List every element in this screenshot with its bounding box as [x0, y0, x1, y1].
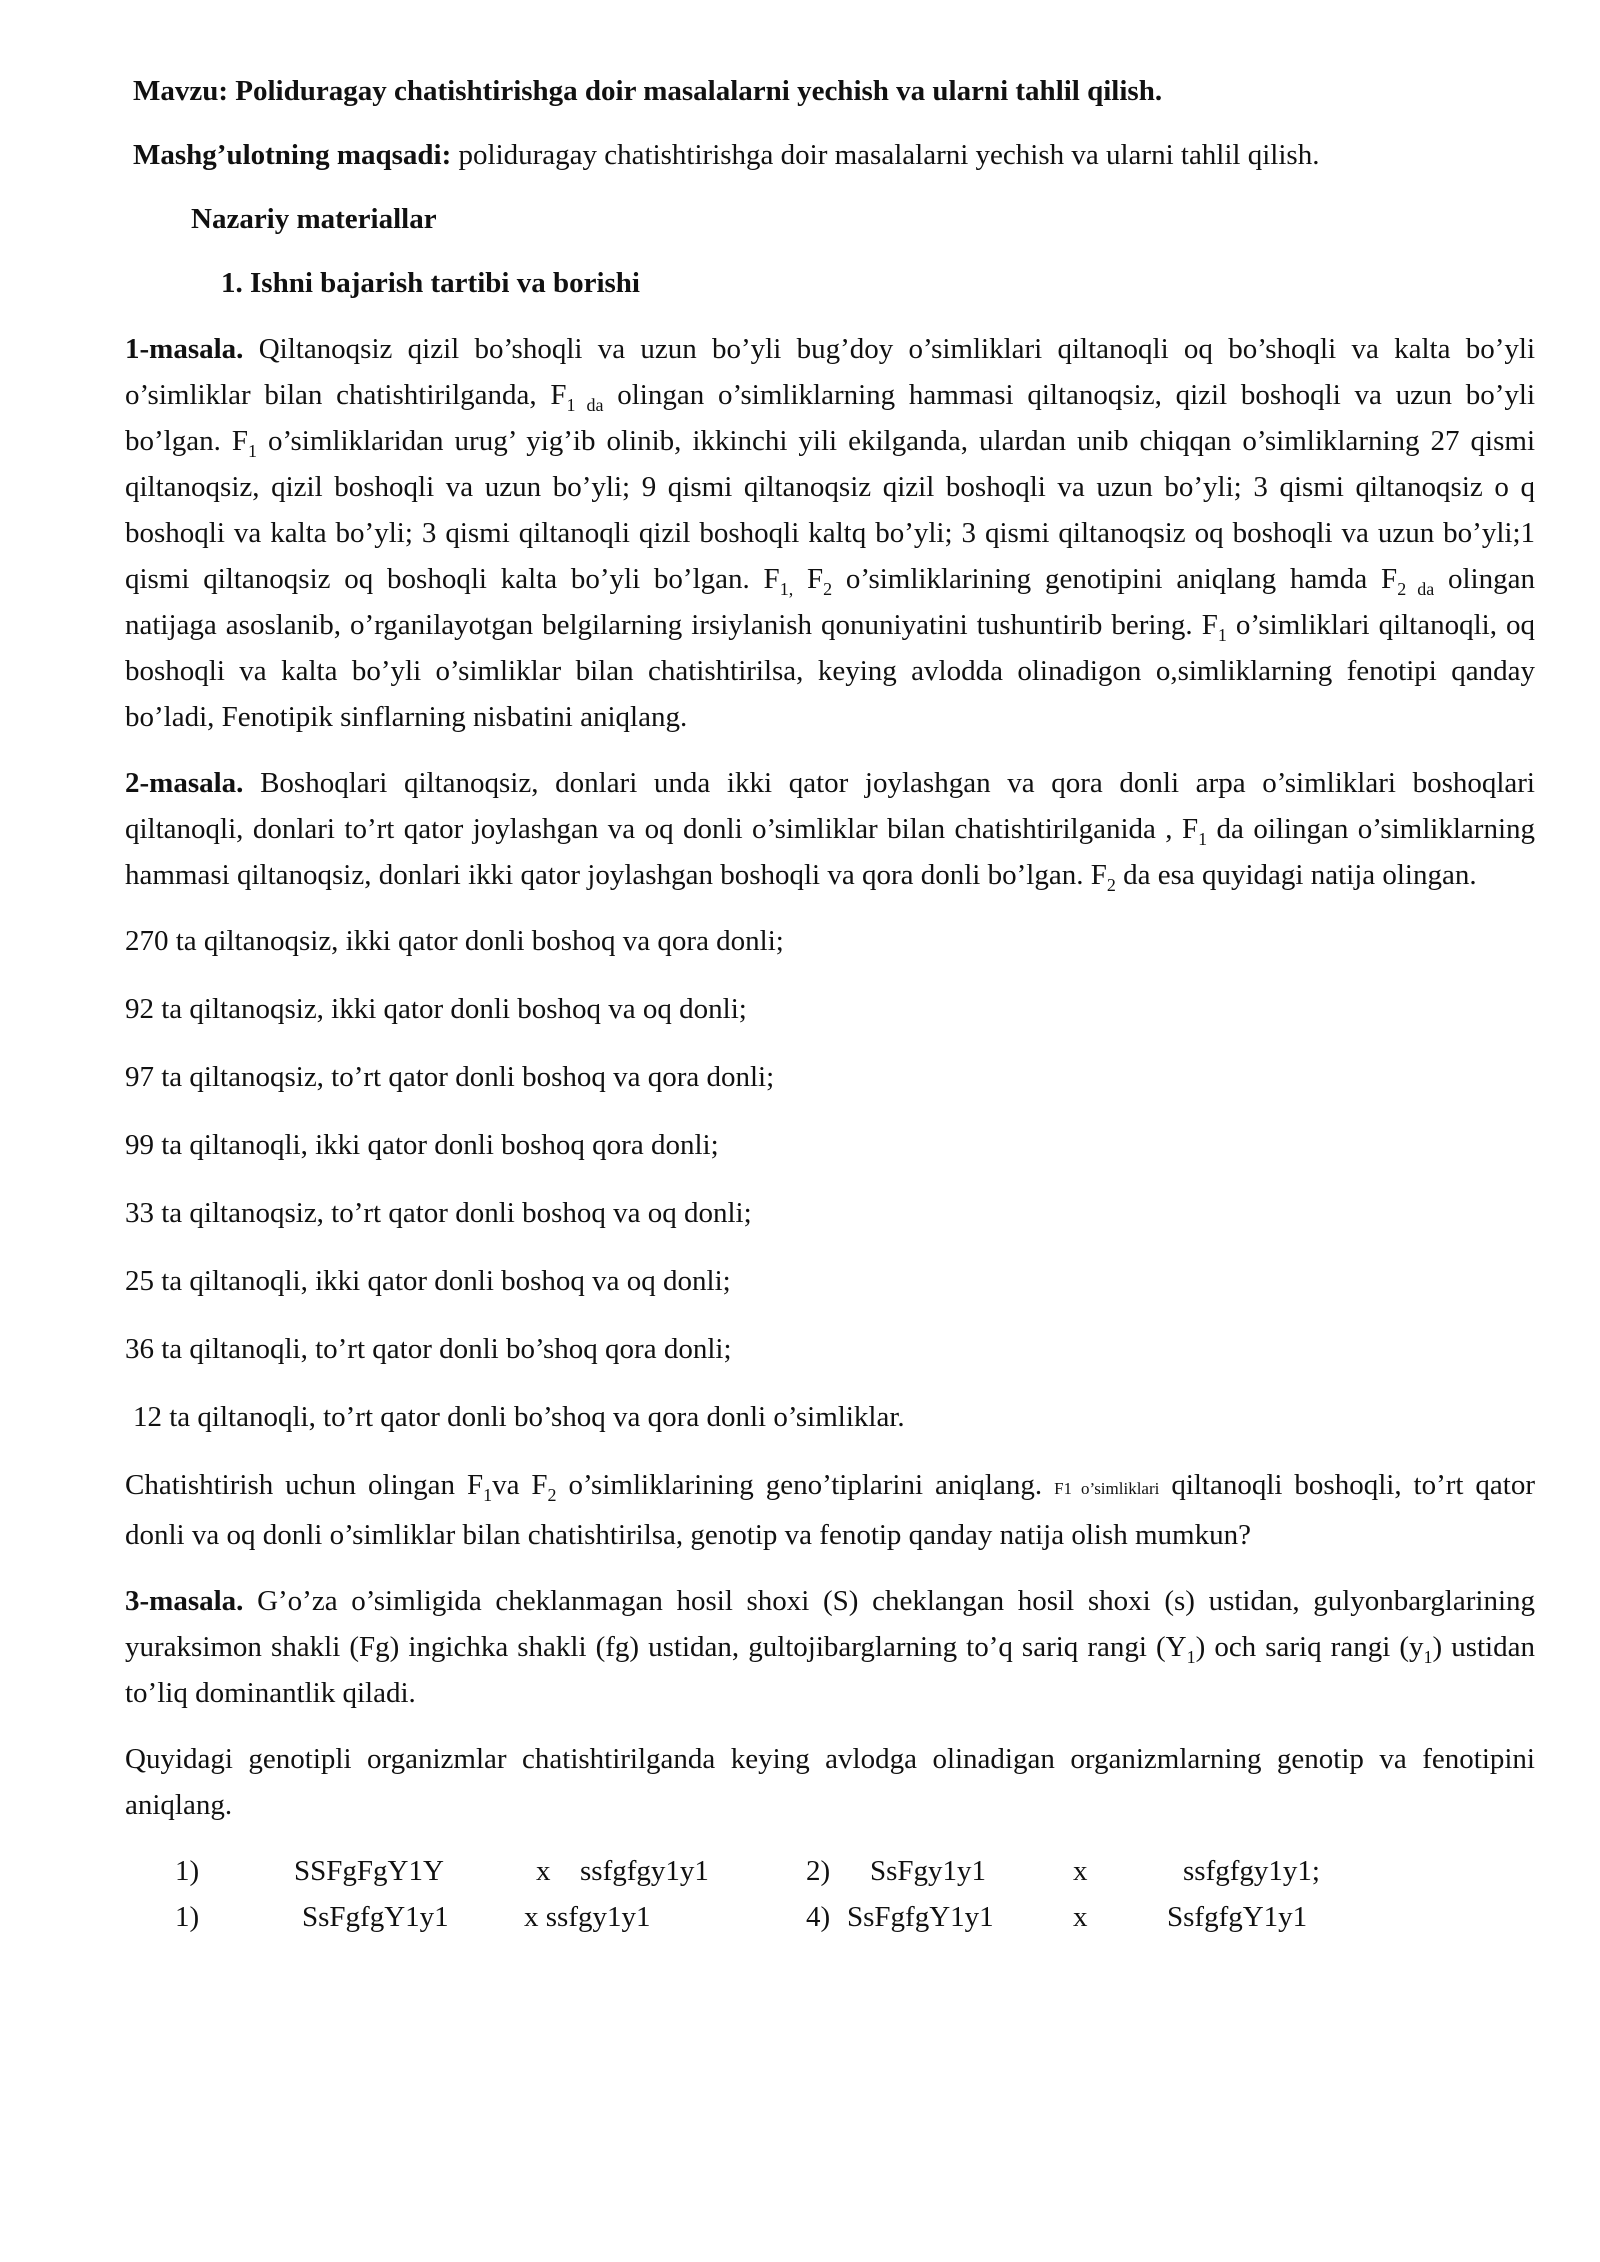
problem-3-label: 3-masala.	[125, 1585, 244, 1617]
problem-2-question: Chatishtirish uchun olingan $F_1va$ $F_2$ o’simliklarining geno’tiplarini aniqlang. F1 o’simliklari qiltanoqli boshoqli, to’rt qator donli va oq donli o’simliklar bilan chatishtirilsa, genotip va fenotip qanday natija olish mumkun?	[125, 1469, 1535, 1551]
cross-genotype: ssfgfgy1y1	[580, 1855, 709, 1887]
cross-number: 4)	[806, 1901, 831, 1933]
result-row: 33 ta qiltanoqsiz, to’rt qator donli boshoq va oq donli;	[125, 1197, 752, 1229]
result-row: 99 ta qiltanoqli, ikki qator donli boshoq qora donli;	[125, 1129, 719, 1161]
cross-number: 2)	[806, 1855, 831, 1887]
problem-2-label: 2-masala.	[125, 767, 244, 799]
cross-list	[125, 1848, 1535, 1940]
cross-row	[125, 1848, 1535, 1894]
problem-1: 1-masala. Qiltanoqsiz qizil bo’shoqli va uzun bo’yli bug’doy o’simliklari qiltanoqli oq bo’shoqli va kalta bo’yli o’simliklar bilan chatishtirilganda, $F_{1 da}$ olingan o’simliklarning hammasi qiltanoqsiz, qizil boshoqli va uzun bo’yli bo’lgan. $F_1$ o’simliklaridan urug’ yig’ib olinib, ikkinchi yili ekilganda, ulardan unib chiqqan o’simliklarning 27 qismi qiltanoqsiz, qizil boshoqli va uzun bo’yli; 9 qismi qiltanoqsiz qizil boshoqli va uzun bo’yli; 3 qismi qiltanoqsiz o q boshoqli va kalta bo’yli; 3 qismi qiltanoqli qizil boshoqli kaltq bo’yli; 3 qismi qiltanoqsiz oq boshoqli va uzun bo’yli;1 qismi qiltanoqsiz oq boshoqli kalta bo’yli bo’lgan. $F_{1,}$ $F_2$ o’simliklarining genotipini aniqlang hamda $F_{2 da}$ olingan natijaga asoslanib, o’rganilayotgan belgilarning irsiylanish qonuniyatini tushuntirib bering. $F_1$ o’simliklari qiltanoqli, oq boshoqli va kalta bo’yli o’simliklar bilan chatishtirilsa, keying avlodda olinadigon o,simliklarning fenotipi qanday bo’ladi, Fenotipik sinflarning nisbatini aniqlang.	[125, 333, 1536, 733]
cross-genotype: ssfgfgy1y1;	[1183, 1855, 1320, 1887]
goal-text: poliduragay chatishtirishga doir masalalarni yechish va ularni tahlil qilish.	[451, 139, 1320, 171]
cross-row	[125, 1894, 1535, 1940]
result-row: 270 ta qiltanoqsiz, ikki qator donli boshoq va qora donli;	[125, 925, 784, 957]
cross-sign: x	[1073, 1901, 1088, 1933]
problem-1-label: 1-masala.	[125, 333, 244, 365]
cross-genotype: SsfgfgY1y1	[1167, 1901, 1308, 1933]
step-heading: 1. Ishni bajarish tartibi va borishi	[221, 267, 640, 299]
result-row: 25 ta qiltanoqli, ikki qator donli boshoq va oq donli;	[125, 1265, 731, 1297]
cross-genotype: x ssfgy1y1	[524, 1901, 651, 1933]
result-row: 92 ta qiltanoqsiz, ikki qator donli boshoq va oq donli;	[125, 993, 747, 1025]
cross-genotype: SsFgfgY1y1	[302, 1901, 449, 1933]
cross-number: 1)	[175, 1855, 200, 1887]
cross-genotype: SSFgFgY1Y	[294, 1855, 444, 1887]
lesson-goal	[133, 132, 1535, 178]
result-row: 36 ta qiltanoqli, to’rt qator donli bo’shoq qora donli;	[125, 1333, 732, 1365]
result-row: 12 ta qiltanoqli, to’rt qator donli bo’shoq va qora donli o’simliklar.	[133, 1401, 905, 1433]
cross-number: 1)	[175, 1901, 200, 1933]
cross-sign: x	[536, 1855, 551, 1887]
problem-2: 2-masala. Boshoqlari qiltanoqsiz, donlari unda ikki qator joylashgan va qora donli arpa o’simliklari boshoqlari qiltanoqli, donlari to’rt qator joylashgan va oq donli o’simliklar bilan chatishtirilganida , $F_1$ da oilingan o’simliklarning hammasi qiltanoqsiz, donlari ikki qator joylashgan boshoqli va qora donli bo’lgan. $F_2$ da esa quyidagi natija olingan.	[125, 767, 1536, 895]
goal-label: Mashg’ulotning maqsadi:	[133, 139, 452, 171]
problem-3-task: Quyidagi genotipli organizmlar chatishtirilganda keying avlodga olinadigan organizmlarning genotip va fenotipini aniqlang.	[125, 1743, 1535, 1821]
cross-sign: x	[1073, 1855, 1088, 1887]
section-heading: Nazariy materiallar	[191, 203, 437, 235]
page-title: Mavzu: Poliduragay chatishtirishga doir masalalarni yechish va ularni tahlil qilish.	[133, 75, 1163, 107]
problem-3: 3-masala. G’o’za o’simligida cheklanmagan hosil shoxi (S) cheklangan hosil shoxi (s) ustidan, gulyonbarglarining yuraksimon shakli (Fg) ingichka shakli (fg) ustidan, gultojibarglarning to’q sariq rangi $(Y_1)$ och sariq rangi $(y_1)$ ustidan to’liq dominantlik qiladi.	[125, 1585, 1535, 1709]
cross-genotype: SsFgy1y1	[870, 1855, 987, 1887]
document-page	[125, 68, 1535, 1940]
cross-genotype: SsFgfgY1y1	[847, 1901, 994, 1933]
result-row: 97 ta qiltanoqsiz, to’rt qator donli boshoq va qora donli;	[125, 1061, 775, 1093]
